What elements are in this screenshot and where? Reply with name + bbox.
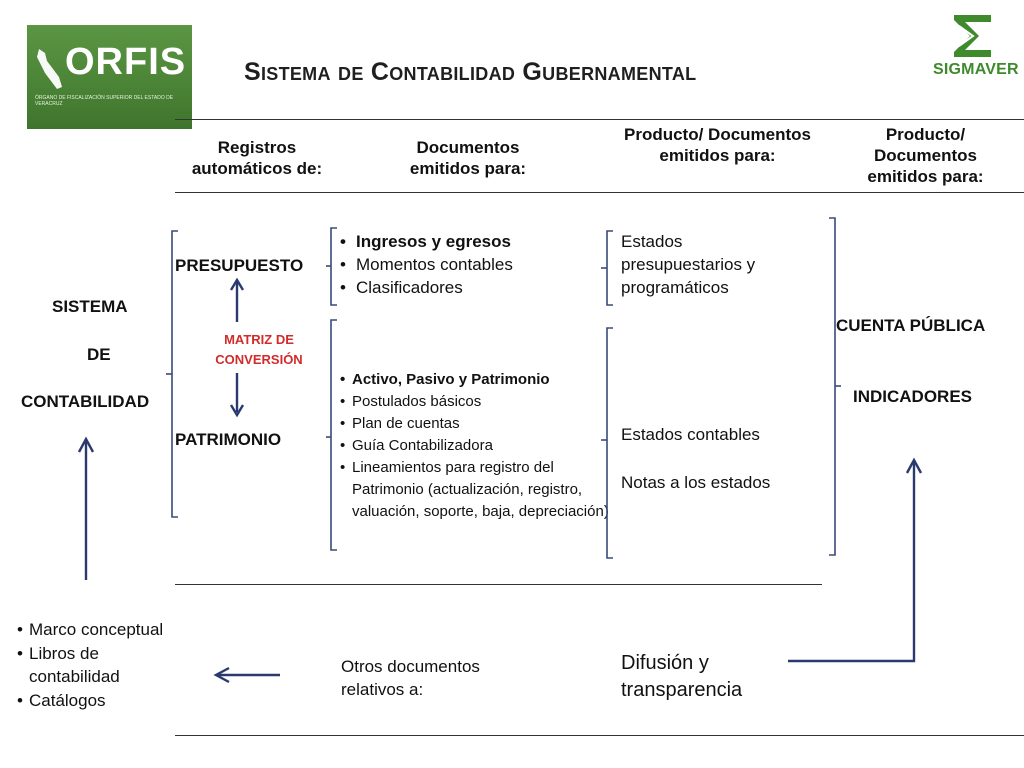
header-producto-1: Producto/ Documentos emitidos para: (623, 125, 811, 165)
list-item: • Catálogos (17, 689, 167, 713)
header-registros: Registros automáticos de: (191, 138, 323, 178)
estados-contables: Estados contables (621, 425, 760, 444)
de-label: DE (87, 345, 111, 364)
indicadores-label: INDICADORES (853, 387, 973, 406)
list-item: • Momentos contables (336, 253, 596, 276)
bracket-cuenta-publica (829, 218, 835, 555)
arrow-difusion-indicadores (788, 462, 914, 661)
sistema-label: SISTEMA (52, 297, 128, 316)
notas-estados: Notas a los estados (621, 473, 771, 492)
difusion-label: Difusión y transparencia (621, 652, 743, 701)
presupuesto-label: PRESUPUESTO (175, 256, 304, 275)
logo-subtitle: ÓRGANO DE FISCALIZACIÓN SUPERIOR DEL ESTADO DE VERACRUZ (35, 95, 174, 107)
list-item: • Plan de cuentas (340, 413, 610, 435)
header-documentos: Documentos emitidos para: (409, 138, 527, 178)
cuenta-publica-label: CUENTA PÚBLICA (836, 316, 986, 335)
page-title: Sistema de Contabilidad Gubernamental (244, 58, 697, 86)
list-item: • Marco conceptual (17, 618, 167, 642)
bracket-presupuesto-docs (331, 228, 337, 305)
bracket-estados-contables (607, 328, 613, 558)
list-item: • Activo, Pasivo y Patrimonio (340, 369, 610, 391)
patrimonio-label: PATRIMONIO (175, 430, 282, 449)
list-item: • Ingresos y egresos (336, 230, 596, 253)
bracket-patrimonio-docs (331, 320, 337, 550)
list-item: • Guía Contabilizadora (340, 435, 610, 457)
list-item: • Clasificadores (336, 276, 596, 299)
estados-presupuestarios: Estados presupuestarios y programáticos (621, 232, 756, 297)
list-item: • Postulados básicos (340, 391, 610, 413)
otros-documentos-label: Otros documentos relativos a: (341, 657, 480, 699)
bracket-registros (172, 231, 178, 517)
matriz-conversion-label: MATRIZ DE CONVERSIÓN (215, 332, 303, 367)
bracket-estados-presupuestarios (607, 231, 613, 305)
list-item: • Lineamientos para registro del Patrimonio (actualización, registro, valuación, soporte, baja, depreciación) (340, 457, 610, 523)
logo-text: ORFIS (65, 41, 187, 83)
header-producto-2: Producto/ Documentos emitidos para: (867, 125, 984, 186)
list-item: • Libros de contabilidad (17, 642, 167, 689)
sigmaver-label: SIGMAVER (933, 61, 1019, 78)
contabilidad-label: CONTABILIDAD (21, 392, 150, 411)
